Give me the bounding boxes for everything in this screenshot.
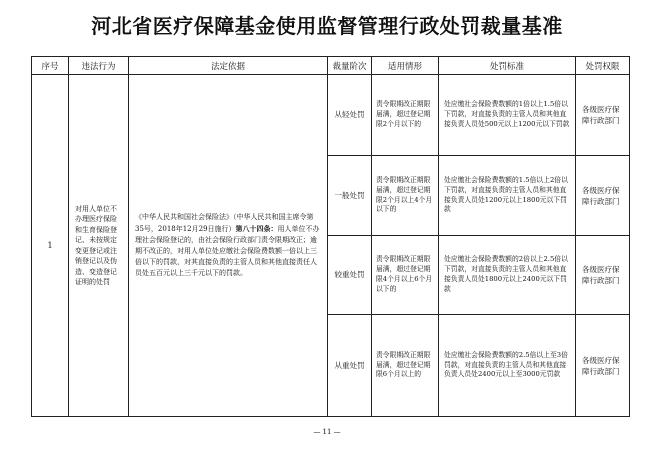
table-header-row xyxy=(32,57,630,75)
header-seq: 序号 xyxy=(32,57,69,75)
legal-basis-text: 用人单位不办理社会保险登记的，由社会保险行政部门责令限期改正；逾期不改正的，对用人单位处应缴社会保险费数额一倍以上三倍以下的罚款，对其直接负责的主管人员和其他直接责任人员处五百元以上三千元以下的罚款。 xyxy=(135,225,320,277)
legal-basis-cell xyxy=(129,75,328,417)
legal-basis-intro: 《中华人民共和国社会保险法》（中华人民共和国主席令第35号，2018年12月29日施行） xyxy=(135,213,314,233)
header-standard: 处罚标准 xyxy=(439,57,576,75)
legal-basis-article: 第八十四条： xyxy=(235,224,278,233)
condition-cell: 责令限期改正期限届满，超过登记期限4个月以上6个月以下的 xyxy=(372,236,439,315)
standard-cell: 处应缴社会保险费数额的2.5倍以上至3倍罚款，对直接负责的主管人员和其他直接负责人员处2400元以上至3000元罚款 xyxy=(439,315,576,417)
level-cell: 从重处罚 xyxy=(328,315,372,417)
authority-cell: 各级医疗保障行政部门 xyxy=(576,236,630,315)
penalty-standard-table xyxy=(31,56,630,417)
standard-cell: 处应缴社会保险费数额的1倍以上1.5倍以下罚款，对直接负责的主管人员和其他直接负责人员处500元以上1200元以下罚款 xyxy=(439,75,576,156)
level-cell: 一般处罚 xyxy=(328,156,372,236)
condition-cell: 责令限期改正期限届满，超过登记期限2个月以下的 xyxy=(372,75,439,156)
standard-cell: 处应缴社会保险费数额的1.5倍以上2倍以下罚款，对直接负责的主管人员和其他直接负责人员处1200元以上1800元以下罚款 xyxy=(439,156,576,236)
header-authority: 处罚权限 xyxy=(576,57,630,75)
page-title: 河北省医疗保障基金使用监督管理行政处罚裁量基准 xyxy=(91,14,563,38)
standard-cell: 处应缴社会保险费数额的2倍以上2.5倍以下罚款，对直接负责的主管人员和其他直接负责人员处1800元以上2400元以下罚款 xyxy=(439,236,576,315)
condition-cell: 责令限期改正期限届满，超过登记期限2个月以上4个月以下的 xyxy=(372,156,439,236)
row-seq: 1 xyxy=(32,75,69,417)
condition-cell: 责令限期改正期限届满，超过登记期限6个月以上的 xyxy=(372,315,439,417)
header-level: 裁量阶次 xyxy=(328,57,372,75)
header-violation: 违法行为 xyxy=(69,57,129,75)
violation-cell: 对用人单位不办理医疗保险和生育保险登记、未按规定变更登记或注销登记以及伪造、变造登记证明的处罚 xyxy=(69,75,129,417)
level-cell: 从轻处罚 xyxy=(328,75,372,156)
header-condition: 适用情形 xyxy=(372,57,439,75)
authority-cell: 各级医疗保障行政部门 xyxy=(576,315,630,417)
level-cell: 较重处罚 xyxy=(328,236,372,315)
authority-cell: 各级医疗保障行政部门 xyxy=(576,75,630,156)
table-row xyxy=(32,75,630,156)
header-legal-basis: 法定依据 xyxy=(129,57,328,75)
page-number: — 11 — xyxy=(313,428,341,436)
authority-cell: 各级医疗保障行政部门 xyxy=(576,156,630,236)
